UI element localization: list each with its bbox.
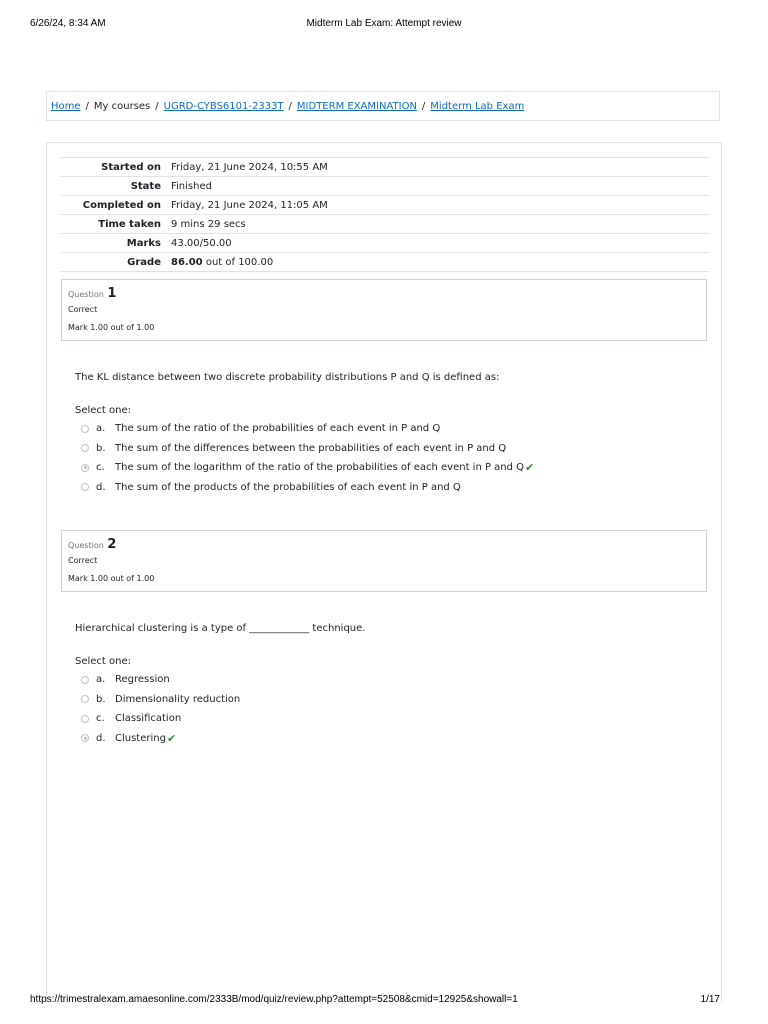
answer-option-c[interactable] bbox=[81, 709, 681, 729]
select-one-prompt-1: Select one: bbox=[75, 405, 132, 416]
option-text: Regression bbox=[115, 674, 170, 686]
summary-value: 43.00/50.00 bbox=[171, 237, 232, 249]
summary-label: Time taken bbox=[98, 218, 161, 230]
question-text-2: Hierarchical clustering is a type of ____________ technique. bbox=[75, 623, 366, 634]
option-letter: b. bbox=[96, 693, 106, 705]
option-text: Classification bbox=[115, 713, 182, 725]
checkmark-icon: ✔ bbox=[166, 731, 177, 745]
option-letter: c. bbox=[96, 713, 105, 725]
breadcrumb-course[interactable]: UGRD-CYBS6101-2333T bbox=[163, 101, 284, 112]
option-letter: b. bbox=[96, 442, 106, 454]
print-url: https://trimestralexam.amaesonline.com/2333B/mod/quiz/review.php?attempt=52508&cmid=12925&showall=1 bbox=[30, 994, 518, 1005]
select-one-prompt-2: Select one: bbox=[75, 656, 132, 667]
answer-option-a[interactable] bbox=[81, 419, 681, 439]
attempt-summary-table bbox=[61, 157, 709, 272]
breadcrumb-my-courses: My courses bbox=[93, 101, 151, 112]
summary-row-state bbox=[61, 177, 709, 196]
summary-value: 9 mins 29 secs bbox=[171, 218, 246, 230]
answer-options-2 bbox=[81, 670, 681, 748]
radio-button-selected[interactable] bbox=[81, 464, 89, 472]
option-text: The sum of the logarithm of the ratio of the probabilities of each event in P and Q bbox=[115, 462, 525, 474]
breadcrumb-home[interactable]: Home bbox=[51, 101, 81, 112]
print-footer bbox=[30, 994, 738, 1010]
question-number: 1 bbox=[107, 286, 117, 301]
option-letter: d. bbox=[96, 732, 106, 744]
radio-button[interactable] bbox=[81, 444, 89, 452]
question-number: 2 bbox=[107, 537, 117, 552]
question-text-1: The KL distance between two discrete probability distributions P and Q is defined as: bbox=[75, 372, 500, 383]
summary-label: Started on bbox=[101, 161, 161, 173]
summary-label: Grade bbox=[127, 256, 161, 268]
option-letter: a. bbox=[96, 674, 106, 686]
summary-label: State bbox=[130, 180, 161, 192]
summary-row-marks bbox=[61, 234, 709, 253]
summary-value: Friday, 21 June 2024, 10:55 AM bbox=[171, 161, 328, 173]
option-letter: c. bbox=[96, 462, 105, 474]
summary-value: Finished bbox=[171, 180, 212, 192]
answer-option-b[interactable] bbox=[81, 439, 681, 459]
radio-button[interactable] bbox=[81, 695, 89, 703]
question-label: Question bbox=[68, 541, 104, 550]
option-text: Clustering bbox=[115, 732, 166, 744]
quiz-review-region bbox=[46, 142, 722, 1002]
print-title: Midterm Lab Exam: Attempt review bbox=[306, 18, 462, 29]
radio-button[interactable] bbox=[81, 715, 89, 723]
summary-row-started bbox=[61, 158, 709, 177]
grade-out-of: out of 100.00 bbox=[202, 256, 274, 268]
question-state: Correct bbox=[68, 305, 98, 314]
question-info-1 bbox=[61, 279, 707, 341]
summary-row-completed bbox=[61, 196, 709, 215]
breadcrumb-quiz[interactable]: Midterm Lab Exam bbox=[430, 101, 525, 112]
summary-row-time bbox=[61, 215, 709, 234]
summary-label: Completed on bbox=[82, 199, 161, 211]
answer-option-c[interactable] bbox=[81, 458, 681, 478]
summary-label: Marks bbox=[126, 237, 161, 249]
answer-option-b[interactable] bbox=[81, 690, 681, 710]
radio-button[interactable] bbox=[81, 676, 89, 684]
radio-button[interactable] bbox=[81, 425, 89, 433]
answer-option-d[interactable] bbox=[81, 478, 681, 498]
question-grade: Mark 1.00 out of 1.00 bbox=[68, 323, 155, 332]
summary-value bbox=[166, 253, 709, 272]
option-letter: a. bbox=[96, 423, 106, 435]
breadcrumb-section[interactable]: MIDTERM EXAMINATION bbox=[296, 101, 417, 112]
question-label: Question bbox=[68, 290, 104, 299]
checkmark-icon: ✔ bbox=[525, 461, 535, 475]
answer-option-d[interactable] bbox=[81, 729, 681, 749]
answer-option-a[interactable] bbox=[81, 670, 681, 690]
question-info-2 bbox=[61, 530, 707, 592]
option-text: The sum of the differences between the probabilities of each event in P and Q bbox=[115, 442, 507, 454]
summary-value: Friday, 21 June 2024, 11:05 AM bbox=[171, 199, 328, 211]
print-datetime: 6/26/24, 8:34 AM bbox=[30, 18, 106, 29]
print-header bbox=[30, 18, 738, 34]
page-number: 1/17 bbox=[700, 994, 720, 1005]
question-grade: Mark 1.00 out of 1.00 bbox=[68, 574, 155, 583]
breadcrumb: Home / My courses / UGRD-CYBS6101-2333T / MIDTERM EXAMINATION / Midterm Lab Exam bbox=[46, 91, 720, 121]
radio-button-selected[interactable] bbox=[81, 734, 89, 742]
summary-row-grade bbox=[61, 253, 709, 272]
grade-score: 86.00 bbox=[171, 256, 203, 268]
option-letter: d. bbox=[96, 481, 106, 493]
question-state: Correct bbox=[68, 556, 98, 565]
radio-button[interactable] bbox=[81, 483, 89, 491]
answer-options-1 bbox=[81, 419, 681, 497]
option-text: The sum of the products of the probabilities of each event in P and Q bbox=[115, 481, 461, 493]
option-text: The sum of the ratio of the probabilities of each event in P and Q bbox=[115, 423, 441, 435]
option-text: Dimensionality reduction bbox=[115, 693, 241, 705]
